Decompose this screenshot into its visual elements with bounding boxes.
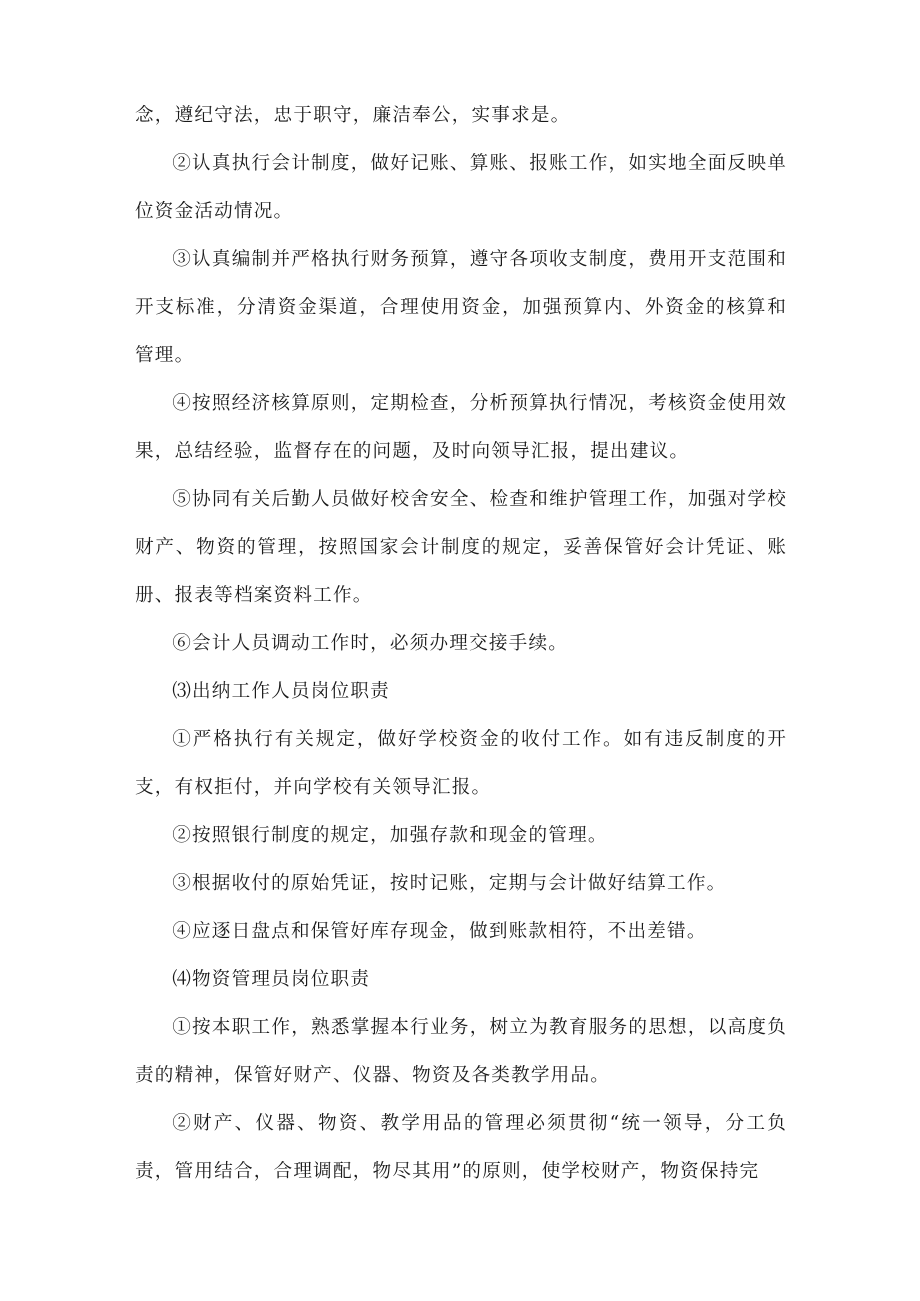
paragraph-continued: 念，遵纪守法，忠于职守，廉洁奉公，实事求是。: [135, 105, 571, 126]
paragraph-item-4: ④按照经济核算原则，定期检查，分析预算执行情况，考核资金使用效果，总结经验，监督存在的问题，及时向领导汇报，提出建议。: [135, 393, 787, 462]
paragraph-item-5: ⑤协同有关后勤人员做好校舍安全、检查和维护管理工作，加强对学校财产、物资的管理，按照国家会计制度的规定，妥善保管好会计凭证、账册、报表等档案资料工作。: [135, 489, 787, 606]
paragraph-cashier-1: ①严格执行有关规定，做好学校资金的收付工作。如有违反制度的开支，有权拒付，并向学校有关领导汇报。: [135, 729, 787, 798]
paragraph-materials-2: ②财产、仪器、物资、教学用品的管理必须贯彻“统一领导，分工负责，管用结合，合理调配，物尽其用”的原则，使学校财产，物资保持完: [135, 1113, 787, 1182]
paragraph-item-2: ②认真执行会计制度，做好记账、算账、报账工作，如实地全面反映单位资金活动情况。: [135, 153, 787, 222]
paragraph-item-6: ⑥会计人员调动工作时，必须办理交接手续。: [172, 633, 569, 654]
paragraph-item-3: ③认真编制并严格执行财务预算，遵守各项收支制度，费用开支范围和开支标准，分清资金渠道，合理使用资金，加强预算内、外资金的核算和管理。: [135, 249, 787, 366]
section-heading-materials: ⑷物资管理员岗位职责: [172, 969, 371, 990]
paragraph-cashier-4: ④应逐日盘点和保管好库存现金，做到账款相符，不出差错。: [172, 921, 707, 942]
section-heading-cashier: ⑶出纳工作人员岗位职责: [172, 681, 390, 702]
paragraph-materials-1: ①按本职工作，熟悉掌握本行业务，树立为教育服务的思想，以高度负责的精神，保管好财产、仪器、物资及各类教学用品。: [135, 1017, 787, 1086]
document-body: [135, 92, 787, 1196]
paragraph-cashier-2: ②按照银行制度的规定，加强存款和现金的管理。: [172, 825, 608, 846]
paragraph-cashier-3: ③根据收付的原始凭证，按时记账，定期与会计做好结算工作。: [172, 873, 727, 894]
